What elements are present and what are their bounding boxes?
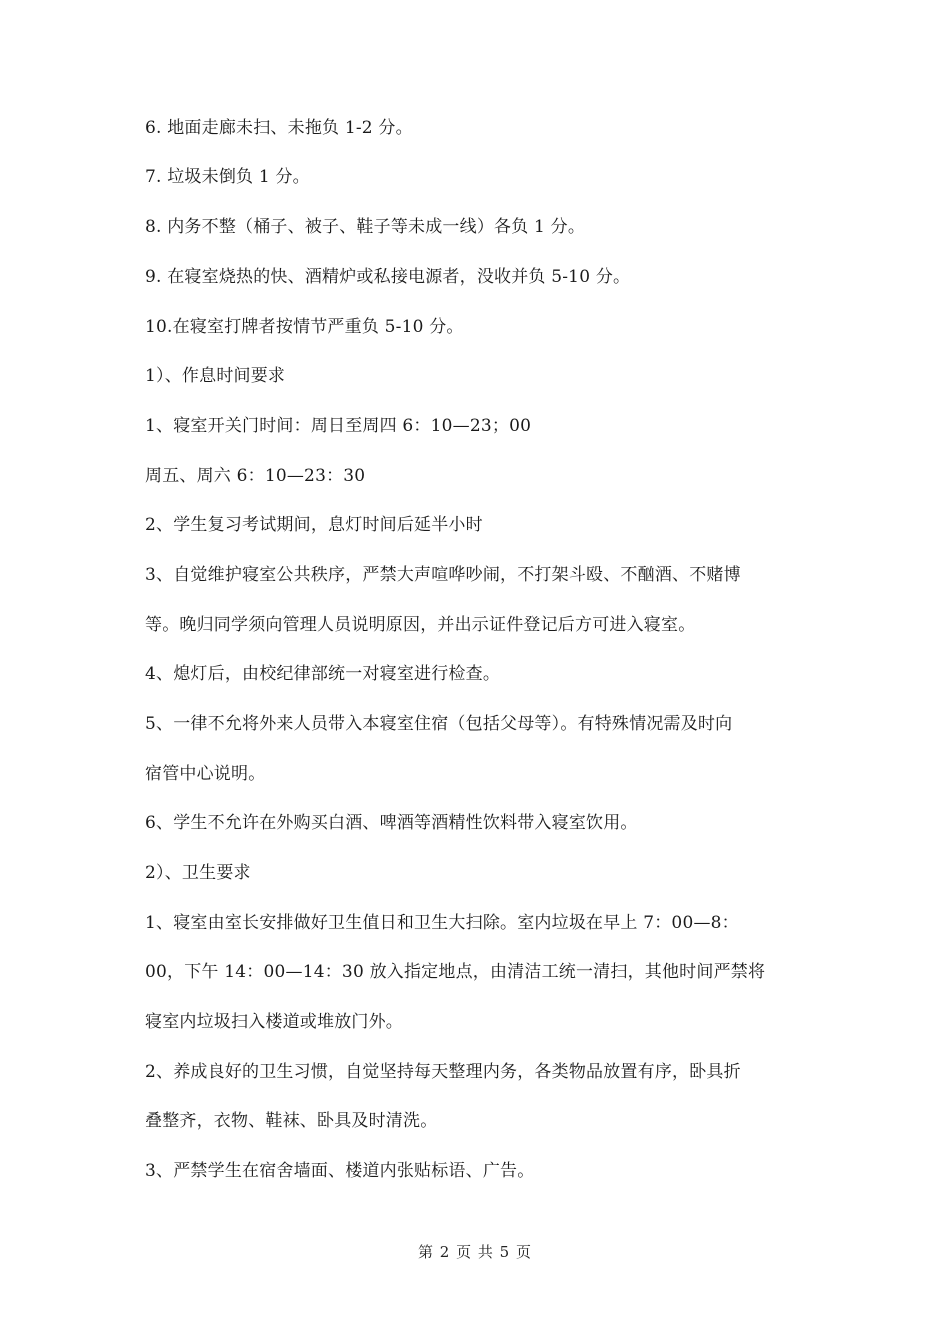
text-line: 9. 在寝室烧热的快、酒精炉或私接电源者，没收并负 5-10 分。	[145, 267, 631, 287]
page-number-footer: 第 2 页 共 5 页	[418, 1243, 532, 1261]
text-line: 8. 内务不整（桶子、被子、鞋子等未成一线）各负 1 分。	[145, 217, 586, 237]
text-line: 1、寝室开关门时间：周日至周四 6：10—23；00	[145, 416, 532, 436]
text-line: 寝室内垃圾扫入楼道或堆放门外。	[145, 1012, 403, 1032]
text-line: 3、严禁学生在宿舍墙面、楼道内张贴标语、广告。	[145, 1161, 535, 1181]
text-line: 5、一律不允将外来人员带入本寝室住宿（包括父母等）。有特殊情况需及时向	[145, 714, 733, 734]
text-line: 1、寝室由室长安排做好卫生值日和卫生大扫除。室内垃圾在早上 7：00—8：	[145, 913, 739, 933]
text-line: 6. 地面走廊未扫、未拖负 1-2 分。	[145, 118, 413, 138]
section-heading: 2）、卫生要求	[145, 863, 251, 883]
text-line: 4、熄灯后，由校纪律部统一对寝室进行检查。	[145, 664, 501, 684]
text-line: 叠整齐，衣物、鞋袜、卧具及时清洗。	[145, 1111, 438, 1131]
text-line: 10.在寝室打牌者按情节严重负 5-10 分。	[145, 317, 464, 337]
text-line: 00，下午 14：00—14：30 放入指定地点，由清洁工统一清扫，其他时间严禁将	[145, 962, 766, 982]
text-line: 宿管中心说明。	[145, 764, 266, 784]
text-line: 2、学生复习考试期间，息灯时间后延半小时	[145, 515, 483, 535]
text-line: 3、自觉维护寝室公共秩序，严禁大声喧哗吵闹，不打架斗殴、不酗酒、不赌博	[145, 565, 741, 585]
text-line: 7. 垃圾未倒负 1 分。	[145, 167, 310, 187]
text-line: 6、学生不允许在外购买白酒、啤酒等酒精性饮料带入寝室饮用。	[145, 813, 638, 833]
section-heading: 1）、作息时间要求	[145, 366, 286, 386]
text-line: 等。晚归同学须向管理人员说明原因，并出示证件登记后方可进入寝室。	[145, 615, 696, 635]
text-line: 2、养成良好的卫生习惯，自觉坚持每天整理内务，各类物品放置有序，卧具折	[145, 1062, 741, 1082]
text-line: 周五、周六 6：10—23：30	[145, 466, 366, 486]
